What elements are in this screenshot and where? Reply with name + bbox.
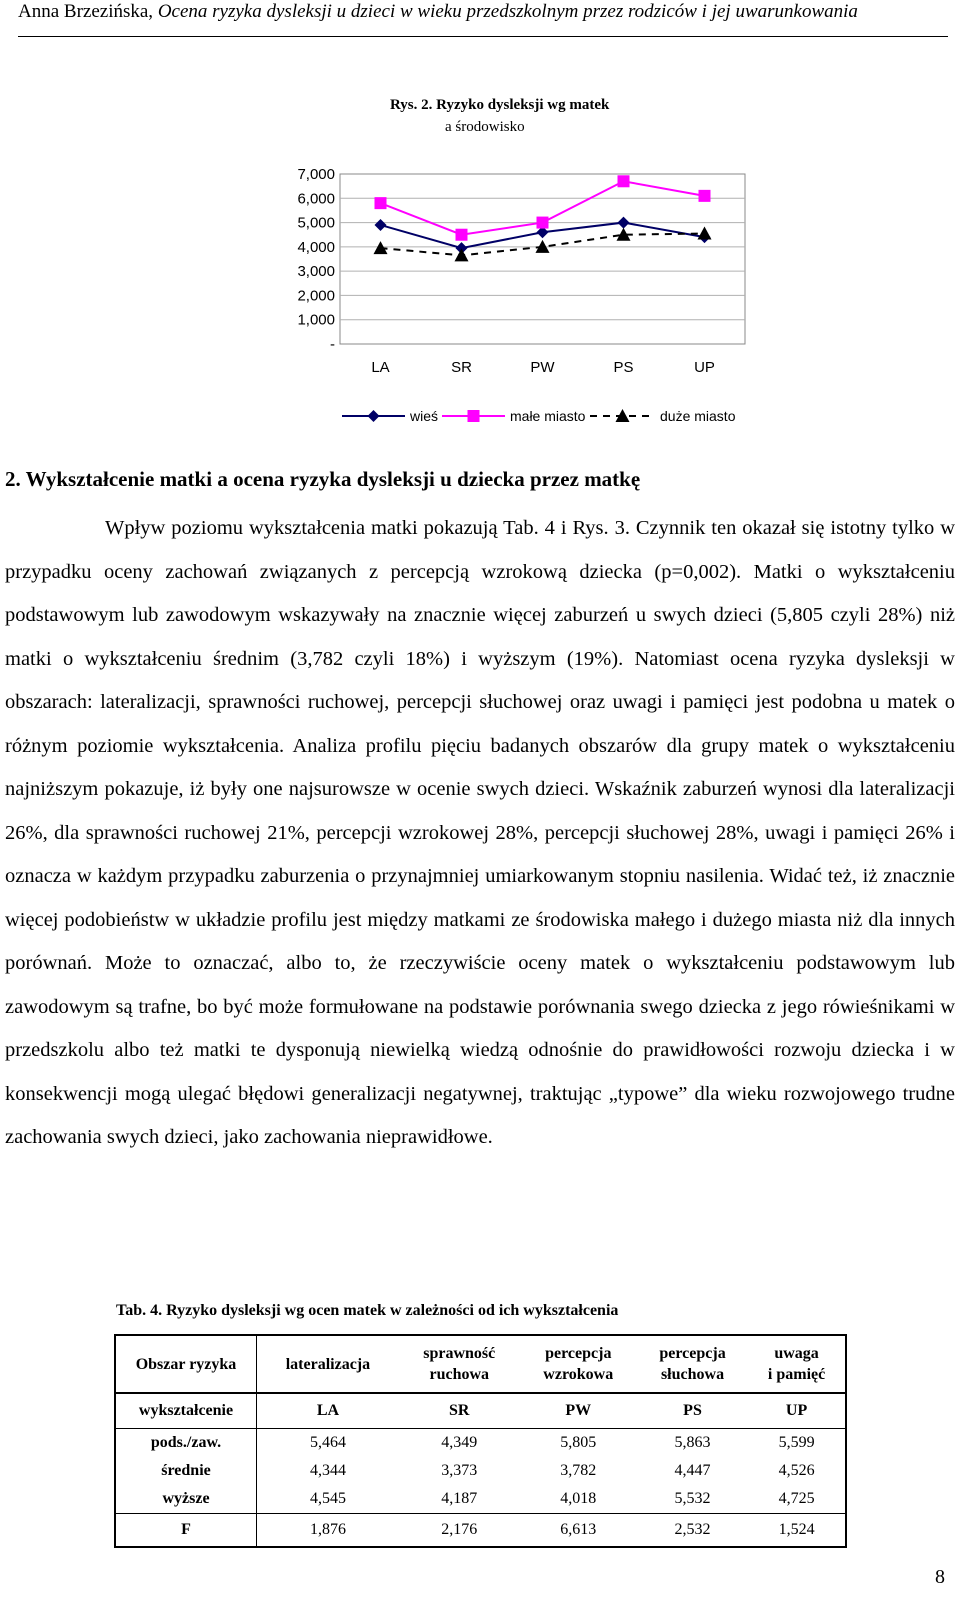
table-cell: 4,349 bbox=[441, 1434, 478, 1451]
header-text: ruchowa bbox=[429, 1366, 490, 1383]
chart-title-line2: a środowisko bbox=[445, 119, 525, 135]
y-tick-label: 1,000 bbox=[297, 311, 335, 329]
header-cell bbox=[748, 1335, 846, 1393]
table-codes-row bbox=[115, 1393, 846, 1429]
table-cell: 4,187 bbox=[441, 1490, 478, 1507]
table-cell: 4,545 bbox=[309, 1490, 346, 1507]
data-point-2 bbox=[698, 227, 712, 240]
table-cell: 4,344 bbox=[309, 1462, 346, 1479]
header-text: sprawność bbox=[423, 1345, 496, 1362]
table-cell: 4,526 bbox=[778, 1462, 815, 1479]
table-cell: 5,464 bbox=[309, 1434, 346, 1451]
table-cell: 3,373 bbox=[441, 1462, 478, 1479]
table-cell: 4,018 bbox=[560, 1490, 597, 1507]
table-cell: 1,524 bbox=[748, 1514, 846, 1548]
table-row bbox=[115, 1514, 846, 1548]
header-cell bbox=[637, 1335, 748, 1393]
row-label: średnie bbox=[115, 1457, 257, 1485]
body-paragraph: Wpływ poziomu wykształcenia matki pokazują Tab. 4 i Rys. 3. Czynnik ten okazał się istotny tylko w przypadku oceny zachowań związanych z percepcją wzrokową dziecka (p=0,002). Matki o wykształceniu podstawowym lub zawodowym wskazywały na znacznie więcej zaburzeń u swych dzieci (5,805 czyli 28%) niż matki o wykształceniu średnim (3,782 czyli 18%) i wyższym (19%). Natomiast ocena ryzyka dysleksji w obszarach: lateralizacji, sprawności ruchowej, percepcji słuchowej oraz uwagi i pamięci jest podobna u matek o różnym poziomie wykształcenia. Analiza profilu pięciu badanych obszarów dla grupy matek o wykształceniu najniższym pokazuje, iż były one najsurowsze w ocenie swych dzieci. Wskaźnik zaburzeń wynosi dla lateralizacji 26%, dla sprawności ruchowej 21%, percepcji wzrokowej 28%, percepcji słuchowej 28%, uwagi i pamięci 26% i oznacza w każdym przypadku zaburzenia o przynajmniej umiarkowanym stopniu nasilenia. Widać też, iż znacznie więcej podobieństw w układzie profilu jest między matkami ze środowiska małego i dużego miasta niż dla innych porównań. Może to oznaczać, albo to, że rzeczywiście oceny matek o wykształceniu podstawowym lub zawodowym są trafne, bo być może formułowane na podstawie porównania swego dziecka z jego rówieśnikami w przedszkolu albo też matki te dysponują niewielką wiedzą odnośnie do prawidłowości rozwoju dziecka i w konsekwencji mogą ulegać błędowi generalizacji negatywnej, traktując „typowe” dla wieku rozwojowego trudne zachowania swych dzieci, jako zachowania nieprawidłowe. bbox=[5, 517, 955, 1148]
legend-marker bbox=[468, 410, 480, 422]
code-cell: PS bbox=[637, 1393, 748, 1429]
legend-label: małe miasto bbox=[510, 408, 586, 424]
code-cell: SR bbox=[399, 1393, 520, 1429]
header-cell bbox=[399, 1335, 520, 1393]
header-cell: lateralizacja bbox=[257, 1335, 399, 1393]
table-caption: Tab. 4. Ryzyko dysleksji wg ocen matek w zależności od ich wykształcenia bbox=[116, 1302, 619, 1319]
header-cell: Obszar ryzyka bbox=[115, 1335, 257, 1393]
y-tick-label: 5,000 bbox=[297, 214, 335, 232]
table-cell: 5,532 bbox=[674, 1490, 711, 1507]
y-tick-label: - bbox=[330, 336, 335, 353]
header-text: uwaga bbox=[774, 1345, 819, 1362]
data-point-1 bbox=[618, 175, 630, 187]
code-cell: UP bbox=[748, 1393, 846, 1429]
y-tick-label: 3,000 bbox=[297, 263, 335, 281]
header-title: Ocena ryzyka dysleksji u dzieci w wieku przedszkolnym przez rodziców i jej uwarunkowania bbox=[157, 1, 858, 22]
row-label: wyższe bbox=[115, 1485, 257, 1514]
x-tick-label: LA bbox=[371, 359, 390, 376]
table-cell: 5,805 bbox=[560, 1434, 597, 1451]
table-cell: 2,176 bbox=[399, 1514, 520, 1548]
plot-frame bbox=[340, 174, 745, 344]
table-cell: 5,863 bbox=[674, 1434, 711, 1451]
data-point-1 bbox=[537, 217, 549, 229]
results-table bbox=[114, 1334, 847, 1548]
table-row bbox=[115, 1485, 846, 1514]
table-cell: 6,613 bbox=[520, 1514, 637, 1548]
y-tick-label: 4,000 bbox=[297, 238, 335, 256]
code-cell: wykształcenie bbox=[115, 1393, 257, 1429]
row-label: pods./zaw. bbox=[115, 1429, 257, 1458]
header-text: percepcja bbox=[659, 1345, 726, 1362]
legend-label: duże miasto bbox=[660, 408, 736, 424]
x-tick-label: PS bbox=[613, 359, 634, 376]
table-cell: 3,782 bbox=[560, 1462, 597, 1479]
table-cell: 4,447 bbox=[674, 1462, 711, 1479]
header-text: percepcja bbox=[545, 1345, 612, 1362]
x-tick-label: PW bbox=[530, 359, 555, 376]
table-header-row bbox=[115, 1335, 846, 1393]
table-row bbox=[115, 1457, 846, 1485]
table-cell: 5,599 bbox=[778, 1434, 815, 1451]
legend-label: wieś bbox=[410, 408, 439, 424]
x-tick-label: SR bbox=[451, 359, 472, 376]
x-tick-label: UP bbox=[694, 359, 715, 376]
table-row bbox=[115, 1429, 846, 1458]
y-tick-label: 2,000 bbox=[297, 287, 335, 305]
line-chart bbox=[0, 0, 960, 460]
code-cell: PW bbox=[520, 1393, 637, 1429]
data-point-0 bbox=[618, 217, 630, 229]
data-point-1 bbox=[699, 190, 711, 202]
header-text: słuchowa bbox=[660, 1366, 725, 1383]
y-tick-label: 6,000 bbox=[297, 190, 335, 208]
header-author: Anna Brzezińska, bbox=[18, 1, 154, 22]
chart-title-line1: Rys. 2. Ryzyko dysleksji wg matek bbox=[390, 97, 610, 113]
data-point-1 bbox=[456, 229, 468, 241]
data-point-0 bbox=[375, 219, 387, 231]
data-point-1 bbox=[375, 197, 387, 209]
legend-marker bbox=[368, 410, 380, 422]
page-number: 8 bbox=[935, 1566, 945, 1588]
table-cell: 4,725 bbox=[778, 1490, 815, 1507]
code-cell: LA bbox=[257, 1393, 399, 1429]
row-label: F bbox=[115, 1514, 257, 1548]
header-cell bbox=[520, 1335, 637, 1393]
section-heading: 2. Wykształcenie matki a ocena ryzyka dysleksji u dziecka przez matkę bbox=[5, 467, 641, 491]
y-tick-label: 7,000 bbox=[297, 166, 335, 183]
header-text: i pamięć bbox=[767, 1366, 826, 1383]
table-cell: 1,876 bbox=[257, 1514, 399, 1548]
header-text: wzrokowa bbox=[543, 1366, 614, 1383]
table-cell: 2,532 bbox=[637, 1514, 748, 1548]
data-point-2 bbox=[455, 248, 469, 261]
